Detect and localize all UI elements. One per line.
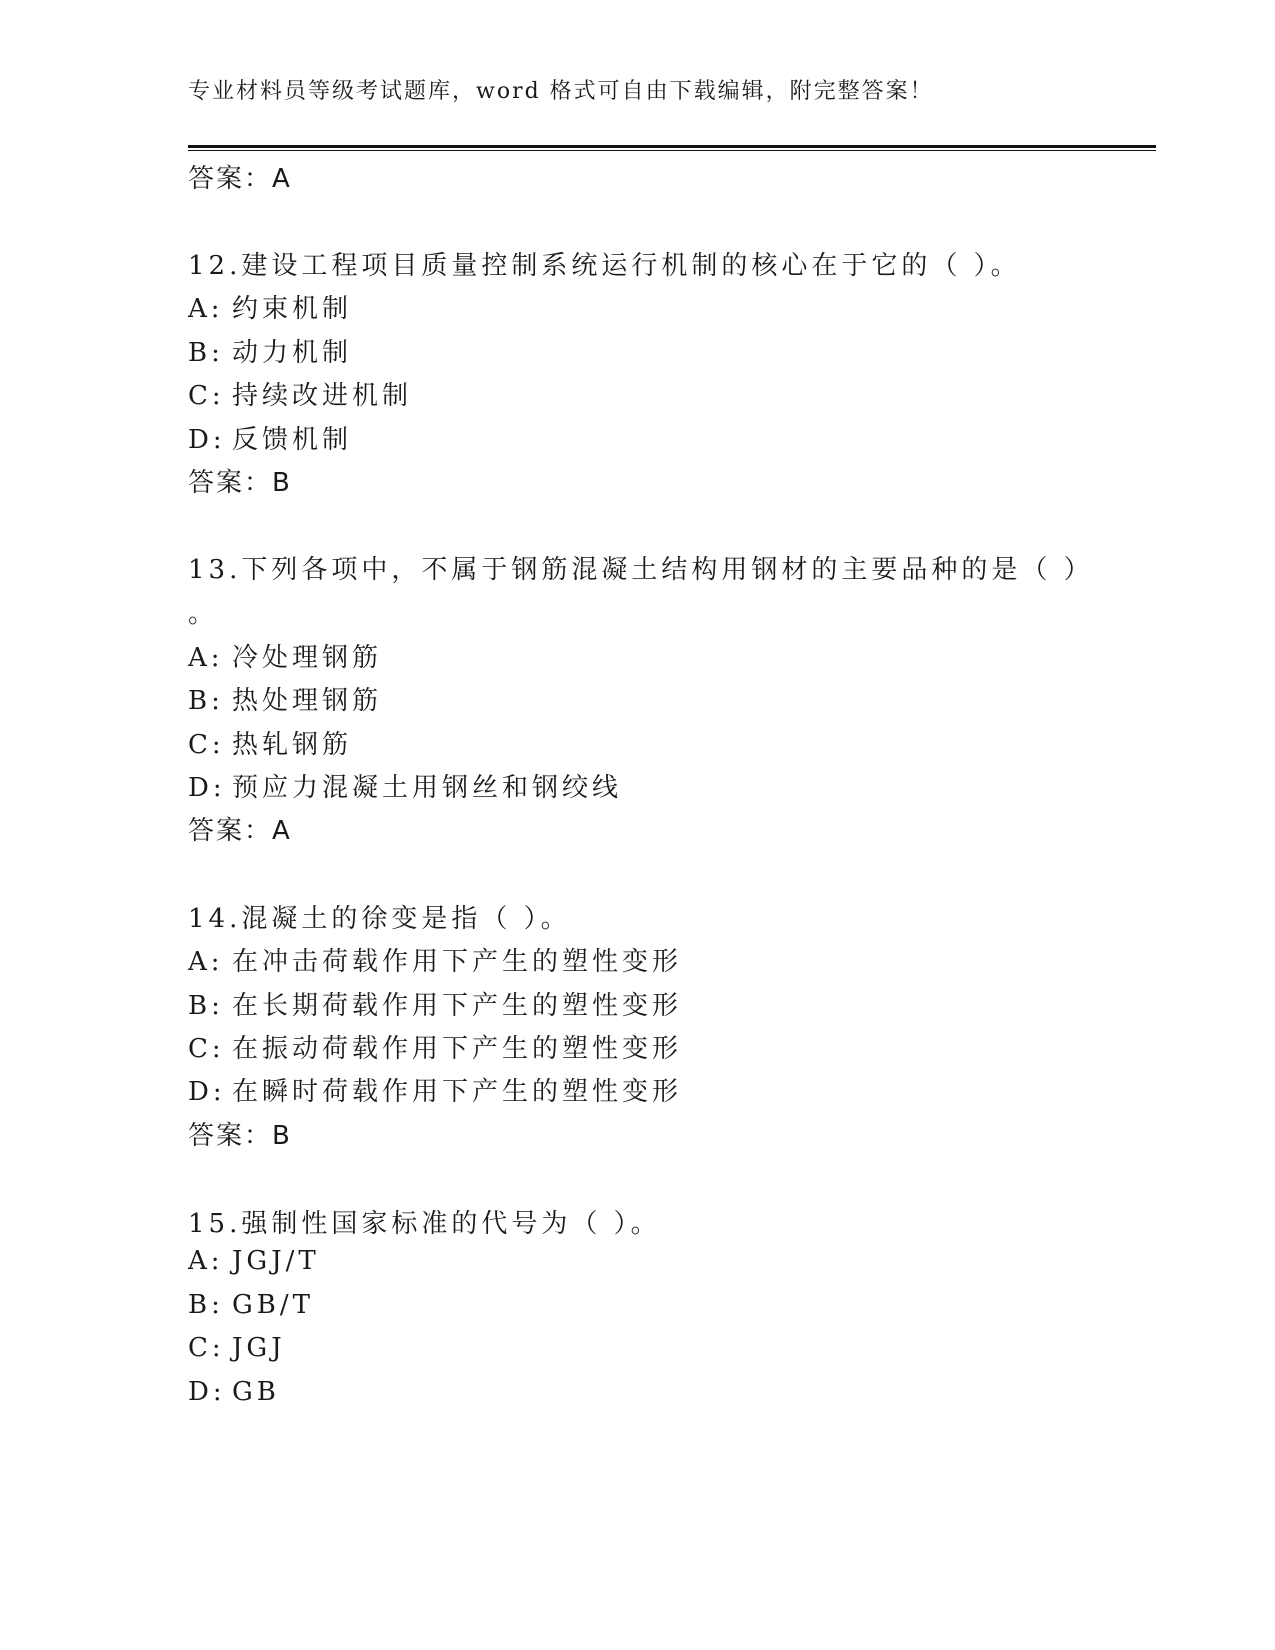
question-15-stem: 15.强制性国家标准的代号为（ ）。	[188, 1209, 661, 1239]
question-14-option-a: A: 在冲击荷载作用下产生的塑性变形	[188, 947, 683, 977]
header-rule-thin	[188, 150, 1156, 151]
question-13-option-a: A: 冷处理钢筋	[188, 643, 383, 673]
previous-answer: 答案：A	[188, 164, 292, 194]
question-15-option-d: D: GB	[188, 1377, 280, 1407]
question-13-option-c: C: 热轧钢筋	[188, 730, 353, 760]
question-15-option-a: A: JGJ/T	[188, 1246, 320, 1276]
question-14-option-d: D: 在瞬时荷载作用下产生的塑性变形	[188, 1077, 683, 1107]
page-header: 专业材料员等级考试题库，word 格式可自由下载编辑，附完整答案！	[188, 79, 934, 104]
question-14-option-b: B: 在长期荷载作用下产生的塑性变形	[188, 991, 683, 1021]
question-13-stem: 13.下列各项中，不属于钢筋混凝土结构用钢材的主要品种的是（ ）	[188, 555, 1094, 585]
question-15-option-c: C: JGJ	[188, 1333, 286, 1363]
question-13-option-d: D: 预应力混凝土用钢丝和钢绞线	[188, 773, 623, 803]
question-15-option-b: B: GB/T	[188, 1290, 314, 1320]
question-14-stem: 14.混凝土的徐变是指（ ）。	[188, 904, 571, 934]
question-14-answer: 答案：B	[188, 1121, 292, 1151]
question-13-option-b: B: 热处理钢筋	[188, 686, 383, 716]
header-rule-thick	[188, 145, 1156, 148]
question-12-option-a: A: 约束机制	[188, 294, 353, 324]
question-12-option-c: C: 持续改进机制	[188, 381, 413, 411]
question-13-stem-continuation: 。	[188, 599, 219, 629]
question-12-option-b: B: 动力机制	[188, 338, 353, 368]
question-12-stem: 12.建设工程项目质量控制系统运行机制的核心在于它的（ ）。	[188, 251, 1021, 281]
question-14-option-c: C: 在振动荷载作用下产生的塑性变形	[188, 1034, 683, 1064]
question-12-option-d: D: 反馈机制	[188, 425, 353, 455]
question-12-answer: 答案：B	[188, 468, 292, 498]
question-13-answer: 答案：A	[188, 816, 292, 846]
